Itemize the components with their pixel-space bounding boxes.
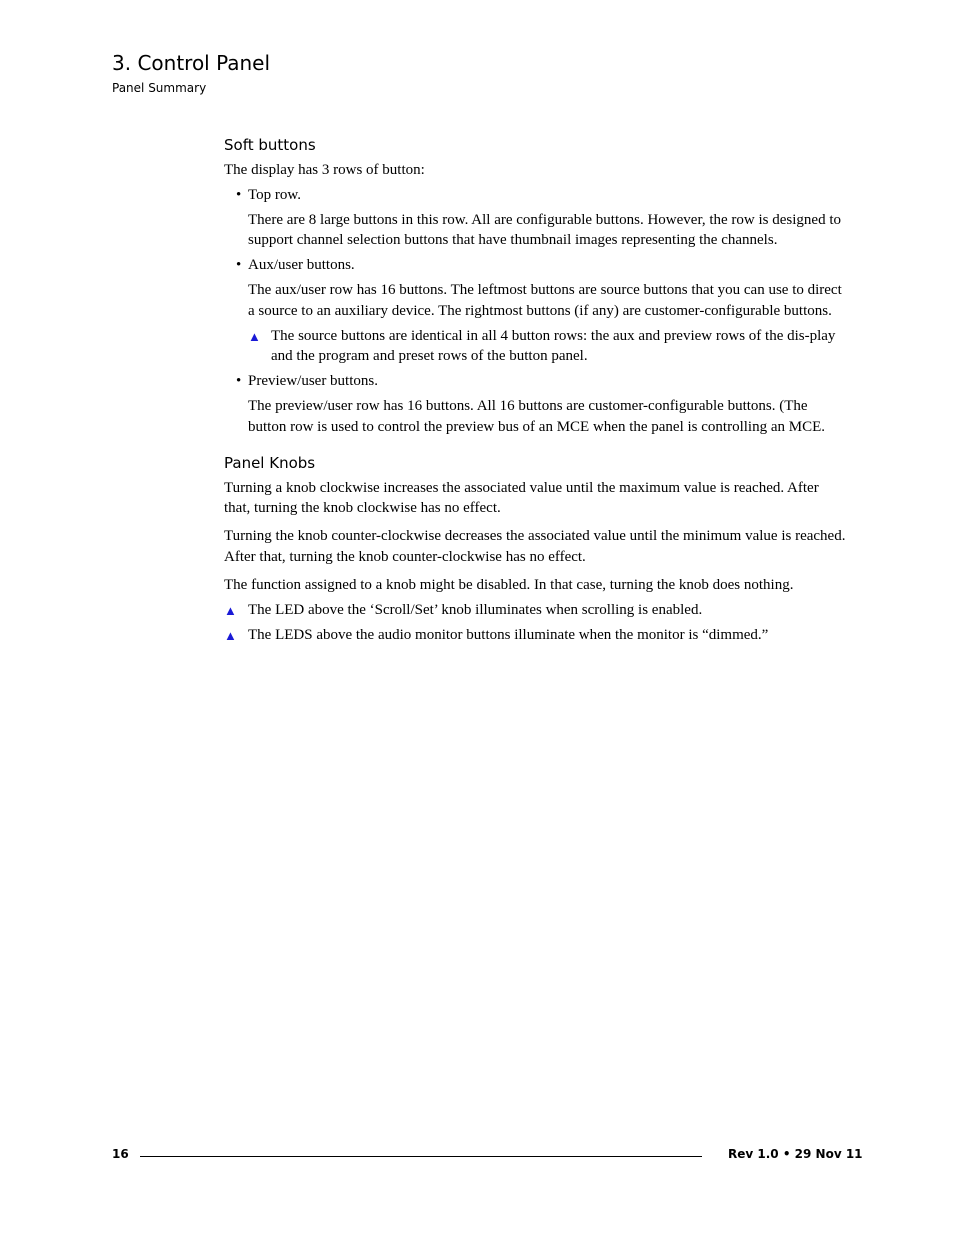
bullet-icon: • xyxy=(236,257,242,274)
bullet-label: Preview/user buttons. xyxy=(248,373,378,390)
page-content xyxy=(224,135,846,650)
note-triangle-icon: ▲ xyxy=(224,627,237,643)
soft-buttons-intro: The display has 3 rows of button: xyxy=(224,162,425,178)
preview-row-description: The preview/user row has 16 buttons. All 16 buttons are customer-configurable buttons. (The button row is used to control the preview bus of an MCE when the panel is controlling an MCE. xyxy=(248,398,825,435)
bullet-item-preview-row xyxy=(224,371,846,391)
note-text: The source buttons are identical in all 4 button rows: the aux and preview rows of the dis-play and the program and preset rows of the button panel. xyxy=(271,327,836,365)
page-number: 16 xyxy=(112,1147,129,1161)
note-aux-source-buttons xyxy=(224,326,846,367)
note-text: The LED above the ‘Scroll/Set’ knob illuminates when scrolling is enabled. xyxy=(248,601,703,618)
bullet-label: Aux/user buttons. xyxy=(248,257,355,274)
section-heading-soft-buttons: Soft buttons xyxy=(224,136,316,154)
knobs-paragraph-2: Turning the knob counter-clockwise decreases the associated value until the minimum value is reached. After that, turning the knob counter-clockwise has no effect. xyxy=(224,528,846,565)
note-monitor-leds xyxy=(224,625,846,645)
bullet-icon: • xyxy=(236,187,242,203)
section-heading-panel-knobs: Panel Knobs xyxy=(224,454,316,473)
running-head: Panel Summary xyxy=(112,81,207,95)
footer-rule xyxy=(140,1156,702,1157)
aux-row-description: The aux/user row has 16 buttons. The leftmost buttons are source buttons that you can use to direct a source to an auxiliary device. The rightmost buttons (if any) are customer-configurable buttons. xyxy=(248,282,842,319)
revision-label: Rev 1.0 • 29 Nov 11 xyxy=(728,1147,863,1161)
bullet-label: Top row. xyxy=(248,187,301,203)
note-text: The LEDS above the audio monitor buttons illuminate when the monitor is “dimmed.” xyxy=(248,626,769,643)
bullet-icon: • xyxy=(236,373,242,390)
chapter-title: 3. Control Panel xyxy=(112,51,271,75)
knobs-paragraph-3: The function assigned to a knob might be disabled. In that case, turning the knob does nothing. xyxy=(224,576,794,593)
note-scroll-led xyxy=(224,600,846,620)
note-triangle-icon: ▲ xyxy=(248,328,261,344)
bullet-item-aux-row xyxy=(224,255,846,275)
knobs-paragraph-1: Turning a knob clockwise increases the associated value until the maximum value is reached. After that, turning the knob clockwise has no effect. xyxy=(224,480,819,517)
bullet-item-top-row xyxy=(224,185,846,205)
note-triangle-icon: ▲ xyxy=(224,602,237,618)
top-row-description: There are 8 large buttons in this row. All are configurable buttons. However, the row is designed to support channel selection buttons that have thumbnail images representing the channels. xyxy=(248,212,841,249)
